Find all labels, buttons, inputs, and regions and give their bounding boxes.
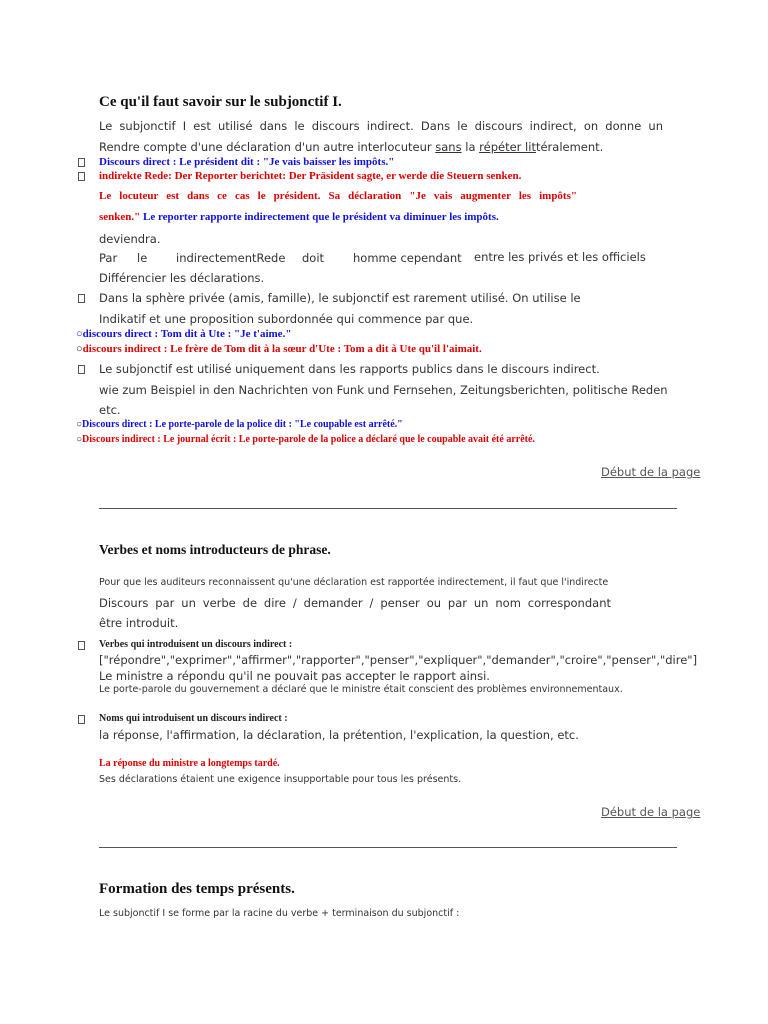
section1-intro-line1: Le subjonctif I est utilisé dans le discours indirect. Dans le discours indirect, on donne un [99,119,663,133]
section3-intro-line1: Le subjonctif I se forme par la racine du verbe + terminaison du subjonctif : [99,908,460,919]
intro-text-e: téralement. [535,140,604,154]
bullet-square-icon [78,715,85,724]
example2-direct-text: discours direct : Tom dit à Ute : "Je t'aime." [82,328,292,340]
verbs-example: Le ministre a répondu qu'il ne pouvait pas accepter le rapport ainsi. [99,669,490,683]
deviendra-text: deviendra. [99,232,161,246]
nouns-example-red: La réponse du ministre a longtemps tardé. [99,758,280,769]
verbs-list: ["répondre","exprimer","affirmer","rapporter","penser","expliquer","demander","croire","penser","dire"] [99,653,698,667]
example3-direct-text: Discours direct : Le porte-parole de la police dit : "Le coupable est arrêté." [82,419,403,430]
nouns-example2: Ses déclarations étaient une exigence insupportable pour tous les présents. [99,774,462,785]
scramble-word-4: doit [302,251,325,265]
example2-indirect-text: discours indirect : Le frère de Tom dit à la sœur d'Ute : Tom a dit à Ute qu'il l'aimait. [82,343,482,355]
nouns-title: Noms qui introduisent un discours indirect : [99,713,288,724]
section2-intro-line3: être introduit. [99,616,179,630]
example1-indirect: indirekte Rede: Der Reporter berichtet: Der Präsident sagte, er werde die Steuern senken. [99,170,522,182]
top-of-page-link[interactable]: Début de la page [601,465,701,479]
public-line3: etc. [99,403,121,417]
bullet-square-icon [78,172,85,181]
section1-heading: Ce qu'il faut savoir sur le subjonctif I. [99,94,342,110]
example1-note-line2 [99,211,499,223]
section2-heading: Verbes et noms introducteurs de phrase. [99,542,331,557]
example3-indirect-text: Discours indirect : Le journal écrit : Le porte-parole de la police a déclaré que le coupable avait été arrêté. [82,434,535,445]
scramble-word-2: le [137,251,148,265]
bullet-square-icon [78,641,85,650]
example2-direct: ○discours direct : Tom dit à Ute : "Je t'aime." [76,328,292,340]
verbs-title: Verbes qui introduisent un discours indirect : [99,639,293,650]
bullet-square-icon [78,158,85,167]
private-line1: Dans la sphère privée (amis, famille), le subjonctif est rarement utilisé. On utilise le [99,291,581,305]
verbs-example2: Le porte-parole du gouvernement a déclaré que le ministre était conscient des problèmes environnementaux. [99,684,623,695]
note-red-part: senken." [99,211,141,223]
top-of-page-link[interactable]: Début de la page [601,805,701,819]
scramble-tail: entre les privés et les officiels [474,250,646,264]
example1-direct: Discours direct : Le président dit : "Je vais baisser les impôts." [99,156,395,168]
private-line2: Indikatif et une proposition subordonnée qui commence par que. [99,312,474,326]
section-divider [99,847,677,848]
section2-intro-line2: Discours par un verbe de dire / demander / penser ou par un nom correspondant [99,596,611,610]
scramble-word-5: homme cependant [353,251,462,265]
public-line1: Le subjonctif est utilisé uniquement dans les rapports publics dans le discours indirect. [99,362,600,376]
section3-heading: Formation des temps présents. [99,881,295,897]
nouns-list: la réponse, l'affirmation, la déclaration, la prétention, l'explication, la question, etc. [99,728,579,742]
example3-direct: ○Discours direct : Le porte-parole de la police dit : "Le coupable est arrêté." [76,419,403,430]
note-blue-part: Le reporter rapporte indirectement que le président va diminuer les impôts. [140,211,499,223]
scramble-word-1: Par [99,251,118,265]
intro-text-a: Rendre compte d'une déclaration d'un autre interlocuteur [99,140,436,154]
intro-text-b: sans [435,140,462,154]
bullet-square-icon [78,294,85,303]
bullet-square-icon [78,365,85,374]
section-divider [99,508,677,509]
example1-note-line1: Le locuteur est dans ce cas le président. Sa déclaration "Je vais augmenter les impôts" [99,190,577,202]
scramble-word-3: indirectementRede [176,251,286,265]
example3-indirect: ○Discours indirect : Le journal écrit : Le porte-parole de la police a déclaré que le coupable avait été arrêté. [76,434,535,445]
intro-text-c: la [461,140,480,154]
public-line2: wie zum Beispiel in den Nachrichten von Funk und Fernsehen, Zeitungsberichten, politische Reden [99,383,668,397]
differencier-text: Différencier les déclarations. [99,271,265,285]
example2-indirect: ○discours indirect : Le frère de Tom dit à la sœur d'Ute : Tom a dit à Ute qu'il l'aimait. [76,343,482,355]
section1-intro-line2 [99,140,603,154]
section2-intro-line1: Pour que les auditeurs reconnaissent qu'une déclaration est rapportée indirectement, il faut que l'indirecte [99,577,609,588]
intro-text-d: répéter lit [479,140,536,154]
